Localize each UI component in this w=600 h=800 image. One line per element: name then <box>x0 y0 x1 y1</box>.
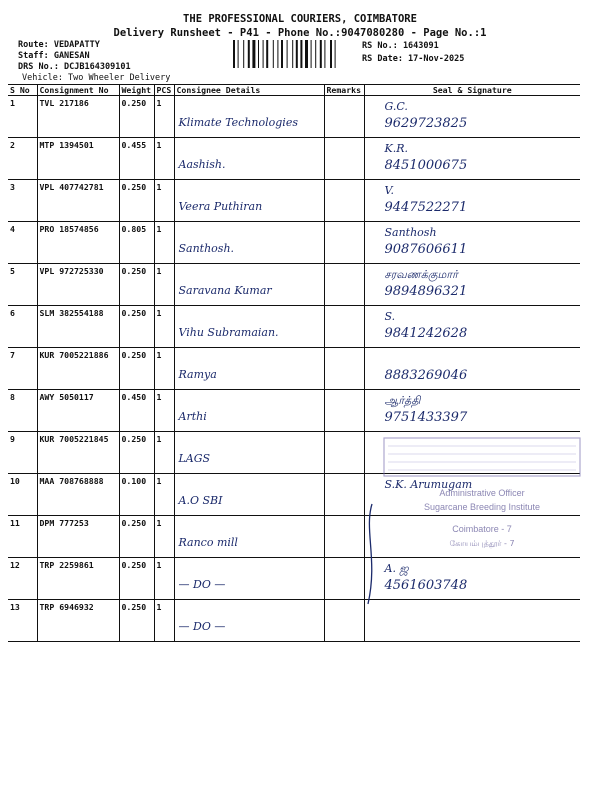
stamp-line1: Administrative Officer <box>439 488 525 498</box>
row-consignee <box>174 306 324 348</box>
consignee-handwriting: Veera Puthiran <box>178 200 263 213</box>
row-consignee <box>174 390 324 432</box>
row-pcs: 1 <box>154 264 174 306</box>
row-consignee <box>174 432 324 474</box>
col-sno: S No <box>8 85 37 96</box>
row-pcs: 1 <box>154 306 174 348</box>
consignee-handwriting: — DO — <box>178 578 226 591</box>
consignee-handwriting: A.O SBI <box>178 494 223 507</box>
signature-handwriting: K.R. <box>384 142 408 155</box>
row-sno: 8 <box>8 390 37 432</box>
row-weight: 0.250 <box>119 180 154 222</box>
row-remarks <box>324 348 364 390</box>
row-weight: 0.450 <box>119 390 154 432</box>
row-sno: 7 <box>8 348 37 390</box>
table-row <box>8 222 580 264</box>
row-consignee <box>174 222 324 264</box>
col-pcs: PCS <box>154 85 174 96</box>
row-consignee <box>174 558 324 600</box>
row-remarks <box>324 264 364 306</box>
signature-phone: 4561603748 <box>384 578 468 593</box>
row-pcs: 1 <box>154 348 174 390</box>
drs-label: DRS No.: DCJB164309101 <box>18 62 131 72</box>
signature-phone: 9751433397 <box>384 410 468 425</box>
table-header-row <box>8 85 580 96</box>
row-consignee <box>174 474 324 516</box>
row-pcs: 1 <box>154 390 174 432</box>
row-consignment-no: VPL 407742781 <box>37 180 119 222</box>
row-sno: 4 <box>8 222 37 264</box>
row-consignment-no: MTP 1394501 <box>37 138 119 180</box>
row-consignment-no: KUR 7005221845 <box>37 432 119 474</box>
row-remarks <box>324 432 364 474</box>
row-pcs: 1 <box>154 180 174 222</box>
consignee-handwriting: Saravana Kumar <box>178 284 272 297</box>
row-signature <box>364 180 580 222</box>
consignee-handwriting: Arthi <box>178 410 207 423</box>
table-row <box>8 558 580 600</box>
signature-phone: 8451000675 <box>384 158 468 173</box>
rs-date: RS Date: 17-Nov-2025 <box>362 54 465 64</box>
row-weight: 0.250 <box>119 96 154 138</box>
row-remarks <box>324 390 364 432</box>
signature-phone: 9447522271 <box>384 200 468 215</box>
table-row <box>8 138 580 180</box>
row-weight: 0.805 <box>119 222 154 264</box>
table-row <box>8 96 580 138</box>
row-consignment-no: SLM 382554188 <box>37 306 119 348</box>
runsheet-table <box>8 84 580 642</box>
row-weight: 0.455 <box>119 138 154 180</box>
row-signature <box>364 558 580 600</box>
bracket-mark <box>358 500 382 610</box>
consignee-handwriting: Ramya <box>178 368 217 381</box>
row-sno: 11 <box>8 516 37 558</box>
row-weight: 0.250 <box>119 516 154 558</box>
signature-handwriting: S. <box>384 310 396 323</box>
table-row <box>8 390 580 432</box>
row-pcs: 1 <box>154 474 174 516</box>
row-weight: 0.250 <box>119 600 154 642</box>
row-consignment-no: TRP 2259861 <box>37 558 119 600</box>
row-consignment-no: AWY 5050117 <box>37 390 119 432</box>
row-weight: 0.250 <box>119 558 154 600</box>
runsheet-title: Delivery Runsheet - P41 - Phone No.:9047080280 - Page No.:1 <box>113 27 487 39</box>
row-weight: 0.250 <box>119 348 154 390</box>
signature-handwriting: சரவணக்குமார் <box>384 268 458 281</box>
staff-label: Staff: GANESAN <box>18 51 90 61</box>
barcode <box>232 40 356 68</box>
consignee-handwriting: Ranco mill <box>178 536 238 549</box>
vehicle-label: Vehicle: Two Wheeler Delivery <box>22 73 171 83</box>
consignee-handwriting: Aashish. <box>178 158 226 171</box>
row-pcs: 1 <box>154 432 174 474</box>
row-weight: 0.250 <box>119 432 154 474</box>
row-signature <box>364 306 580 348</box>
row-signature <box>364 348 580 390</box>
row-sno: 6 <box>8 306 37 348</box>
row-sno: 9 <box>8 432 37 474</box>
row-consignee <box>174 180 324 222</box>
col-consignee: Consignee Details <box>174 85 324 96</box>
row-pcs: 1 <box>154 516 174 558</box>
row-weight: 0.250 <box>119 264 154 306</box>
row-consignee <box>174 600 324 642</box>
consignee-handwriting: LAGS <box>178 452 211 465</box>
row-signature <box>364 96 580 138</box>
signature-handwriting: G.C. <box>384 100 408 113</box>
row-weight: 0.250 <box>119 306 154 348</box>
row-remarks <box>324 138 364 180</box>
row-signature <box>364 222 580 264</box>
row-consignment-no: PRO 18574856 <box>37 222 119 264</box>
row-sno: 12 <box>8 558 37 600</box>
row-pcs: 1 <box>154 558 174 600</box>
row-signature <box>364 138 580 180</box>
row-remarks <box>324 180 364 222</box>
table-row <box>8 180 580 222</box>
row-consignee <box>174 138 324 180</box>
row-pcs: 1 <box>154 96 174 138</box>
rs-no: RS No.: 1643091 <box>362 41 439 51</box>
consignee-handwriting: Klimate Technologies <box>178 116 298 129</box>
signature-phone: 9629723825 <box>384 116 468 131</box>
row-consignee <box>174 264 324 306</box>
row-pcs: 1 <box>154 222 174 264</box>
route-label: Route: VEDAPATTY <box>18 40 100 50</box>
row-weight: 0.100 <box>119 474 154 516</box>
table-row <box>8 306 580 348</box>
consignee-handwriting: — DO — <box>178 620 226 633</box>
signature-handwriting: ஆர்த்தி <box>384 394 421 407</box>
row-consignment-no: VPL 972725330 <box>37 264 119 306</box>
signature-phone: 8883269046 <box>384 368 468 383</box>
row-remarks <box>324 222 364 264</box>
row-sno: 2 <box>8 138 37 180</box>
office-stamp <box>382 436 582 556</box>
row-consignee <box>174 96 324 138</box>
row-sno: 1 <box>8 96 37 138</box>
row-remarks <box>324 96 364 138</box>
consignee-handwriting: Vihu Subramaian. <box>178 326 279 339</box>
table-row <box>8 348 580 390</box>
row-sno: 10 <box>8 474 37 516</box>
row-signature <box>364 264 580 306</box>
row-pcs: 1 <box>154 600 174 642</box>
signature-handwriting: Santhosh <box>384 226 437 239</box>
signature-handwriting: A. ஜ <box>384 562 409 575</box>
row-consignee <box>174 516 324 558</box>
stamp-line4: கோயம்புத்தூர் - 7 <box>449 539 515 548</box>
table-row <box>8 600 580 642</box>
signature-handwriting: V. <box>384 184 395 197</box>
signature-phone: 9841242628 <box>384 326 468 341</box>
signature-phone: 9894896321 <box>384 284 468 299</box>
row-remarks <box>324 306 364 348</box>
row-sno: 13 <box>8 600 37 642</box>
row-sno: 3 <box>8 180 37 222</box>
row-sno: 5 <box>8 264 37 306</box>
row-consignment-no: KUR 7005221886 <box>37 348 119 390</box>
stamp-line2: Sugarcane Breeding Institute <box>423 502 541 512</box>
row-consignment-no: TVL 217186 <box>37 96 119 138</box>
row-signature <box>364 390 580 432</box>
col-remarks: Remarks <box>324 85 364 96</box>
table-row <box>8 264 580 306</box>
col-seal-signature: Seal & Signature <box>364 85 580 96</box>
row-consignment-no: TRP 6946932 <box>37 600 119 642</box>
signature-phone: 9087606611 <box>384 242 468 257</box>
col-weight: Weight <box>119 85 154 96</box>
row-consignment-no: MAA 708768888 <box>37 474 119 516</box>
col-consignment: Consignment No <box>37 85 119 96</box>
signature-handwriting: S.K. Arumugam <box>384 478 473 491</box>
consignee-handwriting: Santhosh. <box>178 242 235 255</box>
company-title: THE PROFESSIONAL COURIERS, COIMBATORE <box>183 13 417 25</box>
row-pcs: 1 <box>154 138 174 180</box>
row-signature <box>364 600 580 642</box>
stamp-line3: Coimbatore - 7 <box>452 524 512 534</box>
row-consignee <box>174 348 324 390</box>
row-consignment-no: DPM 777253 <box>37 516 119 558</box>
